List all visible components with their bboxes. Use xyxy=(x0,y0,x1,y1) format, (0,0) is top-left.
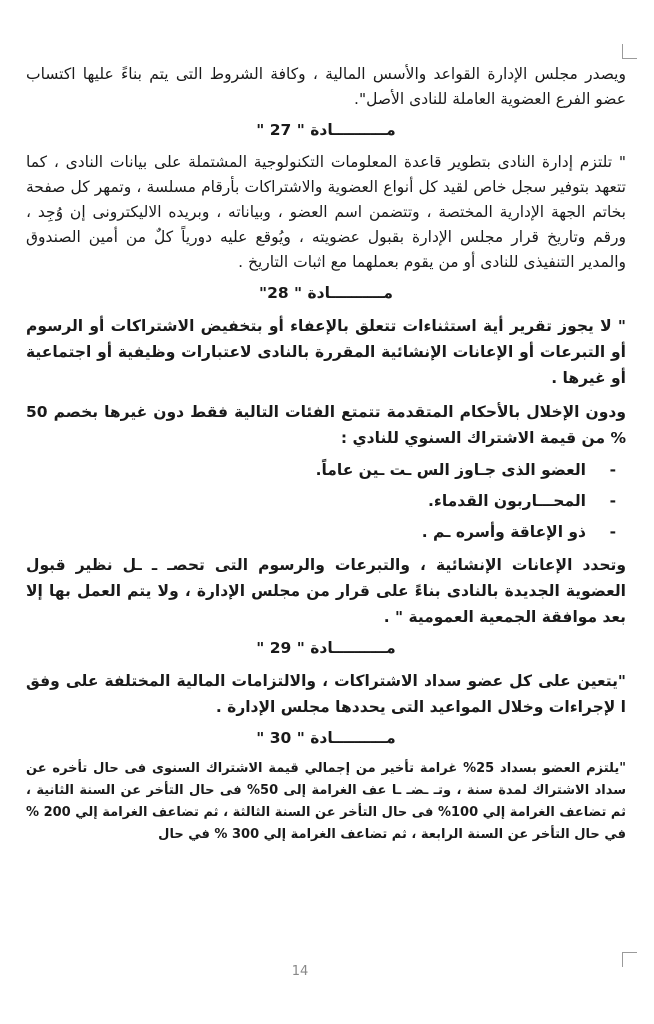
article-28-text-1: " لا يجوز تقرير أية استثناءات تتعلق بالإعفاء أو بتخفيض الاشتراكات أو الرسوم أو التبرعات أو الإعانات الإنشائية المقررة بالنادى لاعتبارات وظيفية أو اجتماعية أو غيرها . xyxy=(26,317,626,387)
document-page xyxy=(26,62,626,846)
intro-paragraph: ويصدر مجلس الإدارة القواعد والأسس المالية ، وكافة الشروط التى يتم بناءً عليها اكتساب عضو الفرع العضوية العاملة للنادى الأصل". xyxy=(26,65,626,108)
article-30-text: "يلتزم العضو بسداد 25% غرامة تأخير من إجمالي قيمة الاشتراك السنوى فى حال تأخره عن سداد الاشتراك لمدة سنة ، وتـ ـضـ ـا عف الغرامة إلى 50% فى حال التأخر عن السنة الثانية ، ثم تضاعف الغرامة إلي 100% فى حال التأخر عن السنة الثالثة ، ثم تضاعف الغرامة إلي 200 % في حال التأخر عن السنة الرابعة ، ثم تضاعف الغرامة إلي 300 % في حال xyxy=(26,761,626,842)
page-corner-mark-bottom xyxy=(622,952,637,967)
list-item: -ذو الإعاقة وأسره ـم . xyxy=(421,523,616,541)
article-29-text: "يتعين على كل عضو سداد الاشتراكات ، والالتزامات المالية المختلفة على وفق ا لإجراءات وخلال المواعيد التى يحددها مجلس الإدارة . xyxy=(26,672,626,716)
page-number: 14 xyxy=(291,964,309,979)
list-item: -العضو الذى جـاوز الس ـت ـين عاماً. xyxy=(315,461,616,479)
article-30-heading: مــــــــــادة " 30 " xyxy=(256,729,396,747)
article-28-heading: مــــــــــادة " 28" xyxy=(258,284,394,302)
page-corner-mark-top xyxy=(622,44,637,59)
article-28-text-2: ودون الإخلال بالأحكام المتقدمة تتمتع الفئات التالية فقط دون غيرها بخصم 50 % من قيمة الاشتراك السنوي للنادي : xyxy=(26,403,626,447)
article-28-text-3: وتحدد الإعانات الإنشائية ، والتبرعات والرسوم التى تحصـ ـ ـل نظير قبول العضوية الجديدة بالنادى بناءً على قرار من مجلس الإدارة ، ولا يتم العمل بها إلا بعد موافقة الجمعية العمومية " . xyxy=(26,556,626,626)
list-item: -المحـــاربون القدماء. xyxy=(428,492,616,510)
article-27-heading: مــــــــــادة " 27 " xyxy=(256,121,396,139)
article-28-list xyxy=(26,455,626,548)
article-29-heading: مــــــــــادة " 29 " xyxy=(256,639,396,657)
article-27-text: " تلتزم إدارة النادى بتطوير قاعدة المعلومات التكنولوجية المشتملة على بيانات النادى ، كما تتعهد بتوفير سجل خاص لقيد كل أنواع العضوية والاشتراكات بأرقام مسلسة ، وتمهر كل صفحة بخاتم الجهة الإدارية المختصة ، وتتضمن اسم العضو ، وبياناته ، وبريده الاليكترونى إن وُجِد ، ورقم وتاريخ قرار مجلس الإدارة بقبول عضويته ، ويُوقع عليه دورياً كلٌ من أمين الصندوق والمدير التنفيذى للنادى أو من يقوم بعملهما مع اثبات التاريخ . xyxy=(26,153,626,271)
